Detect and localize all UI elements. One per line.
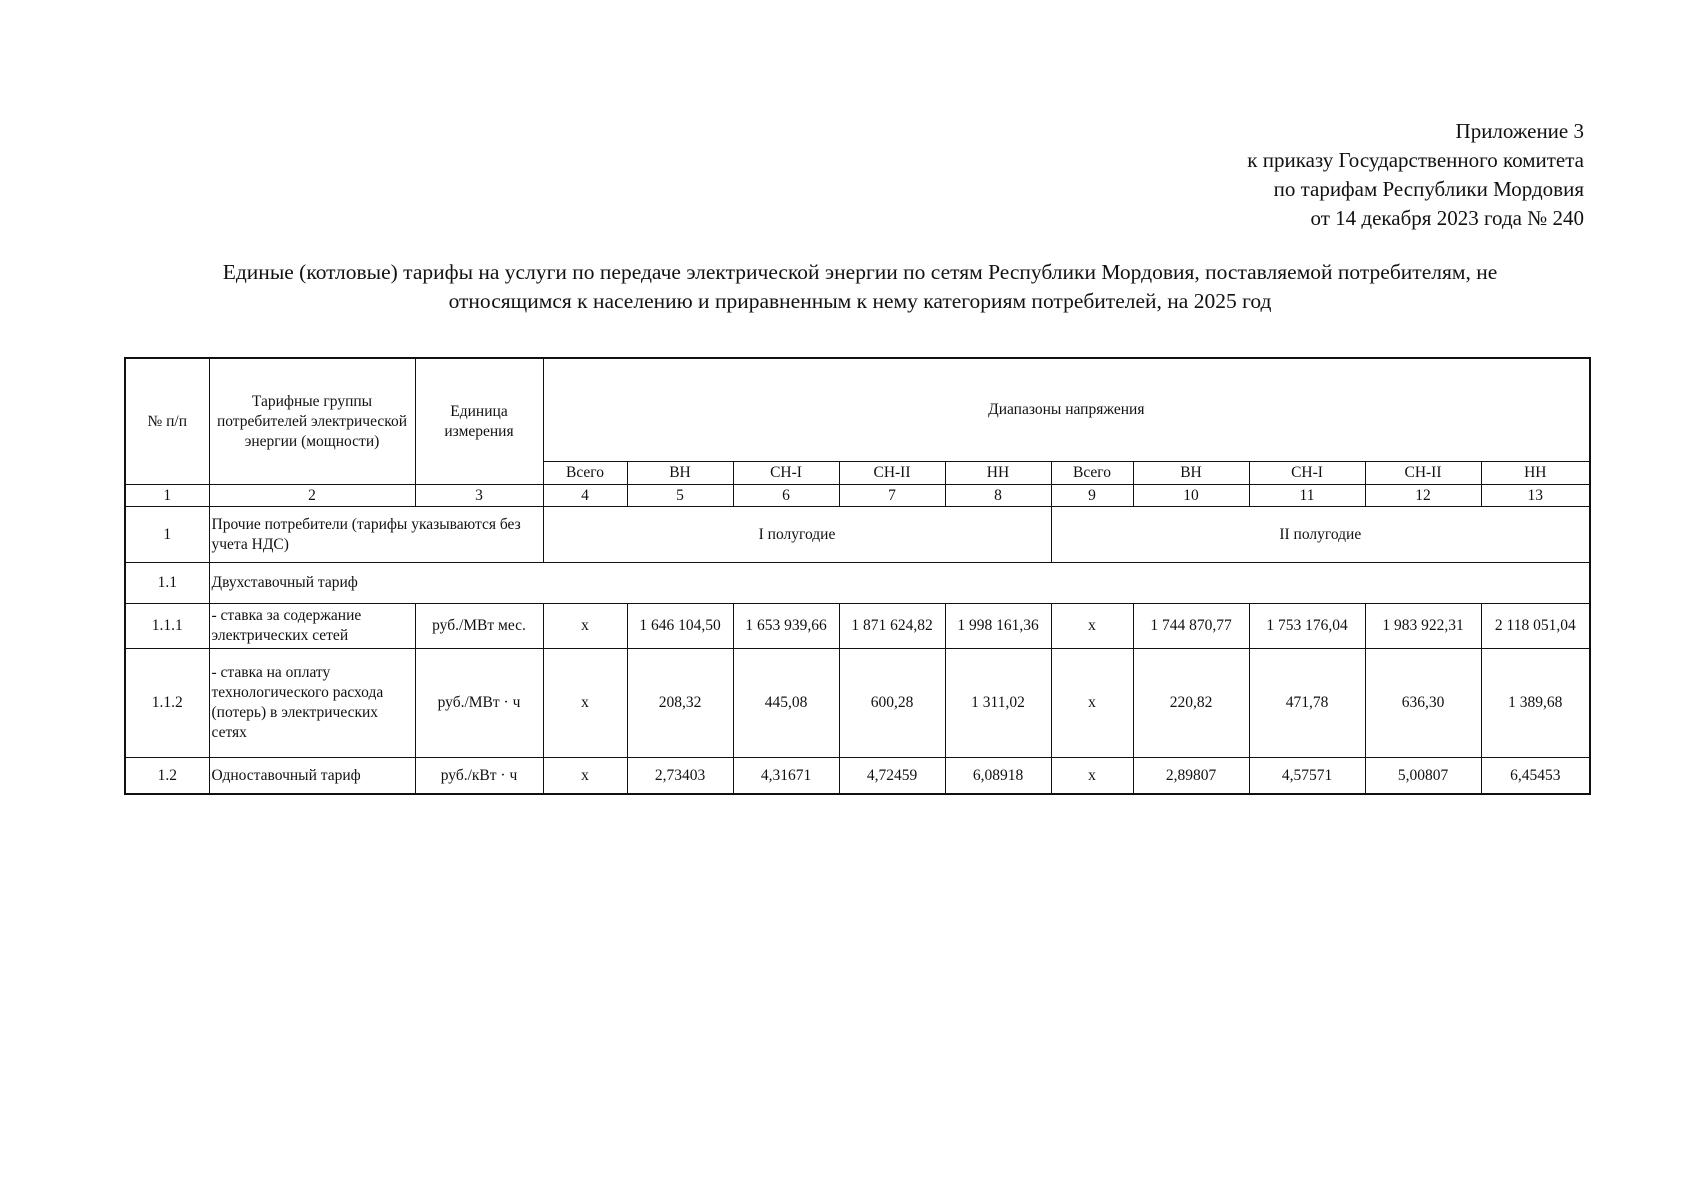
value-cell: 4,72459 <box>839 758 945 795</box>
header-ranges-cell: Диапазоны напряжения <box>543 358 1590 462</box>
table-row <box>125 758 1590 795</box>
value-cell: x <box>1051 758 1133 795</box>
title-line-2: относящимся к населению и приравненным к нему категориям потребителей, на 2025 год <box>448 289 1272 313</box>
value-cell: 1 983 922,31 <box>1365 604 1481 649</box>
row-num-cell: 1 <box>125 507 209 563</box>
row-num-cell: 1.1 <box>125 563 209 604</box>
header-sub-cell: СН-I <box>733 462 839 485</box>
value-cell: 4,57571 <box>1249 758 1365 795</box>
row-label-cell: Двухставочный тариф <box>209 563 1590 604</box>
value-cell: 600,28 <box>839 649 945 758</box>
column-number-cell: 7 <box>839 485 945 507</box>
row-num-cell: 1.1.1 <box>125 604 209 649</box>
value-cell: x <box>1051 604 1133 649</box>
column-numbers-row <box>125 485 1590 507</box>
appendix-line-1: Приложение 3 <box>1455 119 1584 143</box>
header-sub-cell: Всего <box>543 462 627 485</box>
column-number-cell: 13 <box>1481 485 1590 507</box>
appendix-line-3: по тарифам Республики Мордовия <box>1273 177 1584 201</box>
value-cell: 1 646 104,50 <box>627 604 733 649</box>
row-unit-cell: руб./МВт мес. <box>415 604 543 649</box>
column-number-cell: 9 <box>1051 485 1133 507</box>
value-cell: 6,45453 <box>1481 758 1590 795</box>
column-number-cell: 12 <box>1365 485 1481 507</box>
header-sub-cell: СН-I <box>1249 462 1365 485</box>
value-cell: 636,30 <box>1365 649 1481 758</box>
header-sub-cell: Всего <box>1051 462 1133 485</box>
half-year-2-cell: II полугодие <box>1051 507 1590 563</box>
column-number-cell: 5 <box>627 485 733 507</box>
column-number-cell: 3 <box>415 485 543 507</box>
appendix-line-2: к приказу Государственного комитета <box>1247 148 1584 172</box>
appendix-header <box>1247 117 1584 233</box>
row-num-cell: 1.2 <box>125 758 209 795</box>
column-number-cell: 8 <box>945 485 1051 507</box>
value-cell: 1 744 870,77 <box>1133 604 1249 649</box>
value-cell: 2,73403 <box>627 758 733 795</box>
value-cell: x <box>543 758 627 795</box>
column-number-cell: 6 <box>733 485 839 507</box>
header-row <box>125 358 1590 462</box>
header-sub-cell: ВН <box>1133 462 1249 485</box>
column-number-cell: 11 <box>1249 485 1365 507</box>
row-label-cell: - ставка за содержание электрических сетей <box>209 604 415 649</box>
value-cell: 445,08 <box>733 649 839 758</box>
value-cell: 1 871 624,82 <box>839 604 945 649</box>
column-number-cell: 2 <box>209 485 415 507</box>
value-cell: 1 389,68 <box>1481 649 1590 758</box>
row-num-cell: 1.1.2 <box>125 649 209 758</box>
header-num-cell: № п/п <box>125 358 209 485</box>
row-label-cell: - ставка на оплату технологического расхода (потерь) в электрических сетях <box>209 649 415 758</box>
value-cell: 220,82 <box>1133 649 1249 758</box>
title-line-1: Единые (котловые) тарифы на услуги по передаче электрической энергии по сетям Республики Мордовия, поставляемой потребителям, не <box>222 260 1498 284</box>
column-number-cell: 1 <box>125 485 209 507</box>
header-sub-cell: СН-II <box>839 462 945 485</box>
header-groups-cell: Тарифные группы потребителей электрической энергии (мощности) <box>209 358 415 485</box>
value-cell: 1 311,02 <box>945 649 1051 758</box>
document-title <box>150 258 1570 316</box>
value-cell: 2,89807 <box>1133 758 1249 795</box>
row-unit-cell: руб./кВт · ч <box>415 758 543 795</box>
column-number-cell: 4 <box>543 485 627 507</box>
header-unit-cell: Единица измерения <box>415 358 543 485</box>
tariffs-table <box>124 357 1591 795</box>
table-row <box>125 507 1590 563</box>
appendix-line-4: от 14 декабря 2023 года № 240 <box>1310 206 1584 230</box>
value-cell: x <box>1051 649 1133 758</box>
header-sub-cell: СН-II <box>1365 462 1481 485</box>
row-label-cell: Одноставочный тариф <box>209 758 415 795</box>
header-sub-cell: ВН <box>627 462 733 485</box>
table-row <box>125 649 1590 758</box>
value-cell: 1 653 939,66 <box>733 604 839 649</box>
value-cell: 6,08918 <box>945 758 1051 795</box>
header-sub-cell: НН <box>945 462 1051 485</box>
row-unit-cell: руб./МВт · ч <box>415 649 543 758</box>
value-cell: 471,78 <box>1249 649 1365 758</box>
value-cell: 1 998 161,36 <box>945 604 1051 649</box>
value-cell: 4,31671 <box>733 758 839 795</box>
value-cell: x <box>543 604 627 649</box>
table-row <box>125 604 1590 649</box>
header-sub-cell: НН <box>1481 462 1590 485</box>
value-cell: 5,00807 <box>1365 758 1481 795</box>
table-row <box>125 563 1590 604</box>
column-number-cell: 10 <box>1133 485 1249 507</box>
value-cell: 2 118 051,04 <box>1481 604 1590 649</box>
value-cell: 1 753 176,04 <box>1249 604 1365 649</box>
row-label-cell: Прочие потребители (тарифы указываются без учета НДС) <box>209 507 543 563</box>
value-cell: 208,32 <box>627 649 733 758</box>
value-cell: x <box>543 649 627 758</box>
half-year-1-cell: I полугодие <box>543 507 1051 563</box>
